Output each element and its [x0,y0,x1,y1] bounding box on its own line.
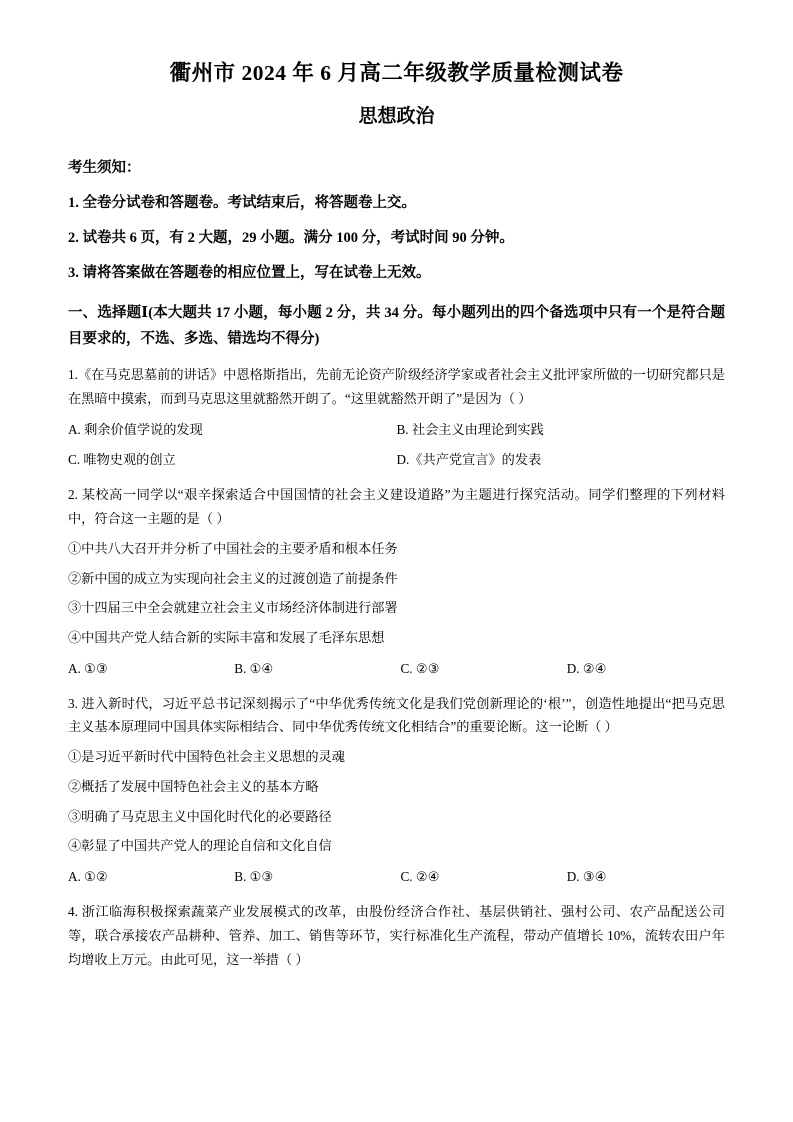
option-a[interactable]: A. 剩余价值学说的发现 [68,421,203,437]
question-subline: ③明确了马克思主义中国化时代化的必要路径 [68,808,332,824]
question-subline: ①中共八大召开并分析了中国社会的主要矛盾和根本任务 [68,540,398,556]
notice-item-3: 3. 请将答案做在答题卷的相应位置上，写在试卷上无效。 [68,265,431,282]
question-subline: ①是习近平新时代中国特色社会主义思想的灵魂 [68,749,345,765]
question-3 [68,692,725,889]
option-b[interactable]: B. 社会主义由理论到实践 [396,421,544,437]
option-a[interactable]: A. ①② [68,869,108,885]
option-c[interactable]: C. ②④ [400,869,440,885]
question-subline: ④中国共产党人结合新的实际丰富和发展了毛泽东思想 [68,630,385,646]
option-c[interactable]: C. 唯物史观的创立 [68,452,176,468]
question-subline: ②概括了发展中国特色社会主义的基本方略 [68,778,319,794]
option-row [68,657,725,681]
option-row [68,418,725,442]
option-row [68,865,725,889]
notice-item-1: 1. 全卷分试卷和答题卷。考试结束后，将答题卷上交。 [68,194,416,211]
section-heading: 一、选择题Ⅰ(本大题共 17 小题，每小题 2 分，共 34 分。每小题列出的四个备选项中只有一个是符合题目要求的，不选、多选、错选均不得分) [68,305,725,347]
question-stem: 3. 进入新时代，习近平总书记深刻揭示了“中华优秀传统文化是我们党创新理论的‘根’”，创造性地提出“把马克思主义基本原理同中国具体实际相结合、同中华优秀传统文化相结合”的重要论断。这一论断（ ） [68,695,725,735]
option-d[interactable]: D. ②④ [566,660,607,676]
question-stem: 2. 某校高一同学以“艰辛探索适合中国国情的社会主义建设道路”为主题进行探究活动。同学们整理的下列材料中，符合这一主题的是（ ） [68,487,725,527]
page-subtitle: 思想政治 [358,106,435,128]
question-subline: ④彰显了中国共产党人的理论自信和文化自信 [68,838,332,854]
question-stem: 1.《在马克思墓前的讲话》中恩格斯指出，先前无论资产阶级经济学家或者社会主义批评家所做的一切研究都只是在黑暗中摸索，而到马克思这里就豁然开朗了。“这里就豁然开朗了”是因为（ ） [68,367,725,406]
question-subline: ③十四届三中全会就建立社会主义市场经济体制进行部署 [68,600,398,616]
notice-heading: 考生须知： [68,159,141,176]
question-subline: ②新中国的成立为实现向社会主义的过渡创造了前提条件 [68,570,398,586]
question-4 [68,900,725,971]
option-d[interactable]: D.《共产党宣言》的发表 [396,452,542,468]
question-2 [68,483,725,680]
option-d[interactable]: D. ③④ [566,869,607,885]
option-a[interactable]: A. ①③ [68,660,108,676]
option-row [68,448,725,472]
question-stem: 4. 浙江临海积极探索蔬菜产业发展模式的改革，由股份经济合作社、基层供销社、强村公司、农产品配送公司等，联合承接农产品耕种、管养、加工、销售等环节，实行标准化生产流程，带动产值增长 10%，流转农田户年均增收上万元。由此可见，这一举措（ ） [68,903,725,967]
option-b[interactable]: B. ①④ [234,660,274,676]
notice-item-2: 2. 试卷共 6 页，有 2 大题，29 小题。满分 100 分，考试时间 90 分钟。 [68,230,514,247]
option-c[interactable]: C. ②③ [400,660,440,676]
option-b[interactable]: B. ①③ [234,869,274,885]
page-title: 衢州市 2024 年 6 月高二年级教学质量检测试卷 [169,61,624,85]
question-1 [68,363,725,472]
